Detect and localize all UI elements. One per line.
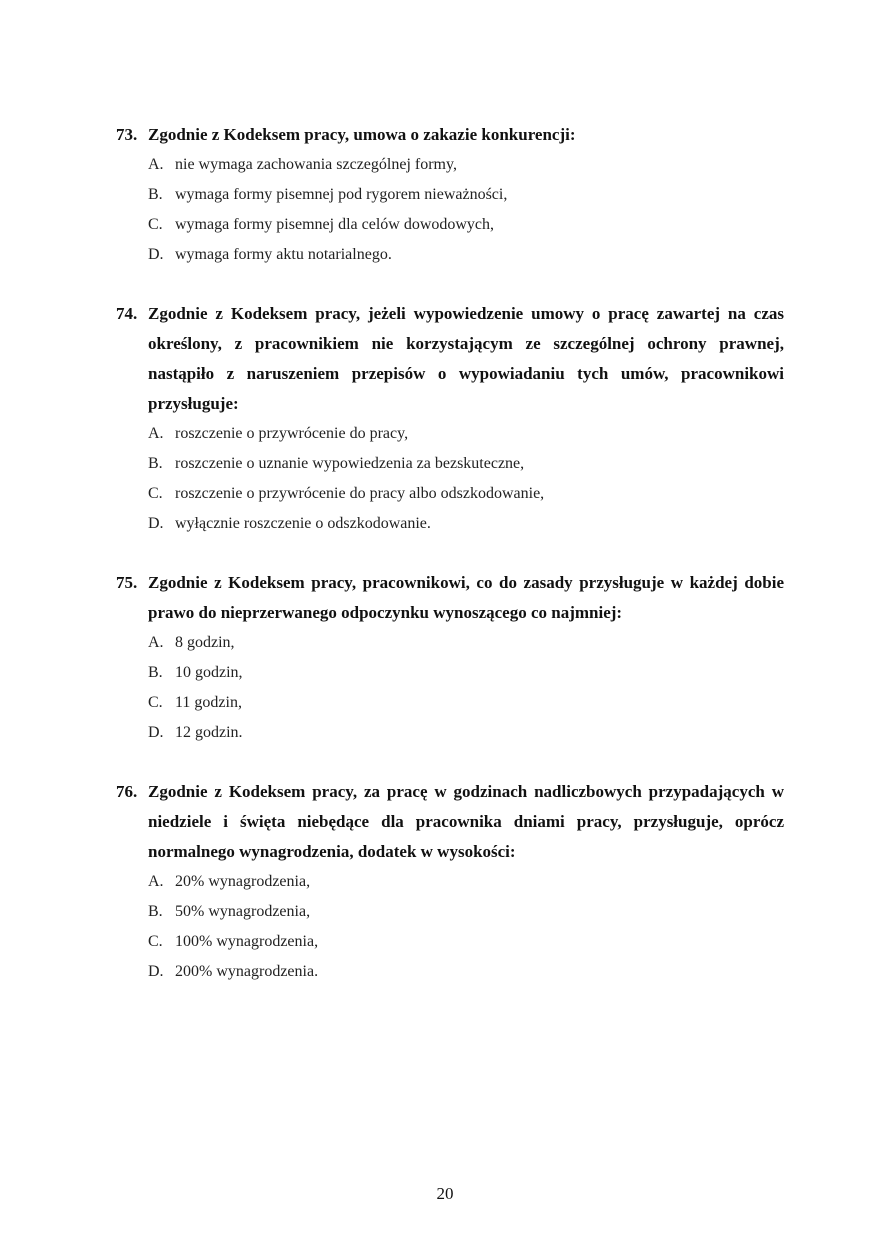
- question-73: [116, 120, 784, 270]
- question-75: [116, 568, 784, 748]
- question-number: 74.: [116, 304, 138, 323]
- answer-letter: C.: [148, 694, 163, 711]
- question-text: Zgodnie z Kodeksem pracy, za pracę w godzinach nadliczbowych przypadających w niedziele i święta niebędące dla pracownika dniami pracy, przysługuje, oprócz normalnego wynagrodzenia, dodatek w wysokości:: [148, 782, 784, 861]
- answer-b: [148, 658, 784, 688]
- answer-text: wymaga formy aktu notarialnego.: [175, 246, 392, 263]
- answer-letter: B.: [148, 664, 163, 681]
- answer-text: wyłącznie roszczenie o odszkodowanie.: [175, 515, 431, 532]
- answer-text: 200% wynagrodzenia.: [175, 963, 319, 980]
- answer-a: [148, 867, 784, 897]
- answer-text: roszczenie o przywrócenie do pracy albo odszkodowanie,: [175, 485, 545, 502]
- answer-letter: C.: [148, 933, 163, 950]
- answer-text: 50% wynagrodzenia,: [175, 903, 311, 920]
- answer-list: [116, 628, 784, 748]
- answer-c: [148, 688, 784, 718]
- answer-letter: C.: [148, 216, 163, 233]
- question-header: [116, 299, 784, 419]
- answer-text: wymaga formy pisemnej dla celów dowodowych,: [175, 216, 495, 233]
- question-number: 75.: [116, 573, 138, 592]
- answer-a: [148, 419, 784, 449]
- question-header: [116, 568, 784, 628]
- question-text: Zgodnie z Kodeksem pracy, umowa o zakazie konkurencji:: [148, 125, 576, 144]
- answer-text: 10 godzin,: [175, 664, 243, 681]
- answer-d: [148, 718, 784, 748]
- answer-letter: B.: [148, 455, 163, 472]
- question-text: Zgodnie z Kodeksem pracy, pracownikowi, co do zasady przysługuje w każdej dobie prawo do nieprzerwanego odpoczynku wynoszącego co najmniej:: [148, 573, 784, 622]
- question-74: [116, 299, 784, 539]
- answer-text: 12 godzin.: [175, 724, 243, 741]
- answer-c: [148, 210, 784, 240]
- answer-text: roszczenie o przywrócenie do pracy,: [175, 425, 409, 442]
- answer-letter: C.: [148, 485, 163, 502]
- question-number: 73.: [116, 125, 138, 144]
- answer-letter: A.: [148, 425, 164, 442]
- answer-letter: A.: [148, 156, 164, 173]
- answer-text: 100% wynagrodzenia,: [175, 933, 319, 950]
- answer-list: [116, 419, 784, 539]
- answer-a: [148, 628, 784, 658]
- answer-b: [148, 180, 784, 210]
- answer-list: [116, 150, 784, 270]
- answer-c: [148, 927, 784, 957]
- answer-text: nie wymaga zachowania szczególnej formy,: [175, 156, 457, 173]
- answer-b: [148, 449, 784, 479]
- question-header: [116, 777, 784, 867]
- answer-letter: B.: [148, 186, 163, 203]
- answer-letter: D.: [148, 963, 164, 980]
- answer-text: roszczenie o uznanie wypowiedzenia za bezskuteczne,: [175, 455, 525, 472]
- question-header: [116, 120, 784, 150]
- answer-text: wymaga formy pisemnej pod rygorem nieważności,: [175, 186, 508, 203]
- answer-c: [148, 479, 784, 509]
- answer-d: [148, 240, 784, 270]
- answer-d: [148, 957, 784, 987]
- answer-text: 11 godzin,: [175, 694, 242, 711]
- answer-letter: A.: [148, 873, 164, 890]
- answer-list: [116, 867, 784, 987]
- question-number: 76.: [116, 782, 138, 801]
- answer-letter: A.: [148, 634, 164, 651]
- answer-text: 20% wynagrodzenia,: [175, 873, 311, 890]
- answer-letter: D.: [148, 724, 164, 741]
- answer-letter: D.: [148, 246, 164, 263]
- answer-d: [148, 509, 784, 539]
- answer-letter: D.: [148, 515, 164, 532]
- page-number: 20: [436, 1184, 454, 1203]
- answer-text: 8 godzin,: [175, 634, 235, 651]
- question-76: [116, 777, 784, 987]
- answer-a: [148, 150, 784, 180]
- answer-b: [148, 897, 784, 927]
- answer-letter: B.: [148, 903, 163, 920]
- question-text: Zgodnie z Kodeksem pracy, jeżeli wypowiedzenie umowy o pracę zawartej na czas określony, z pracownikiem nie korzystającym ze szczególnej ochrony prawnej, nastąpiło z naruszeniem przepisów o wypowiadaniu tych umów, pracownikowi przysługuje:: [148, 304, 784, 413]
